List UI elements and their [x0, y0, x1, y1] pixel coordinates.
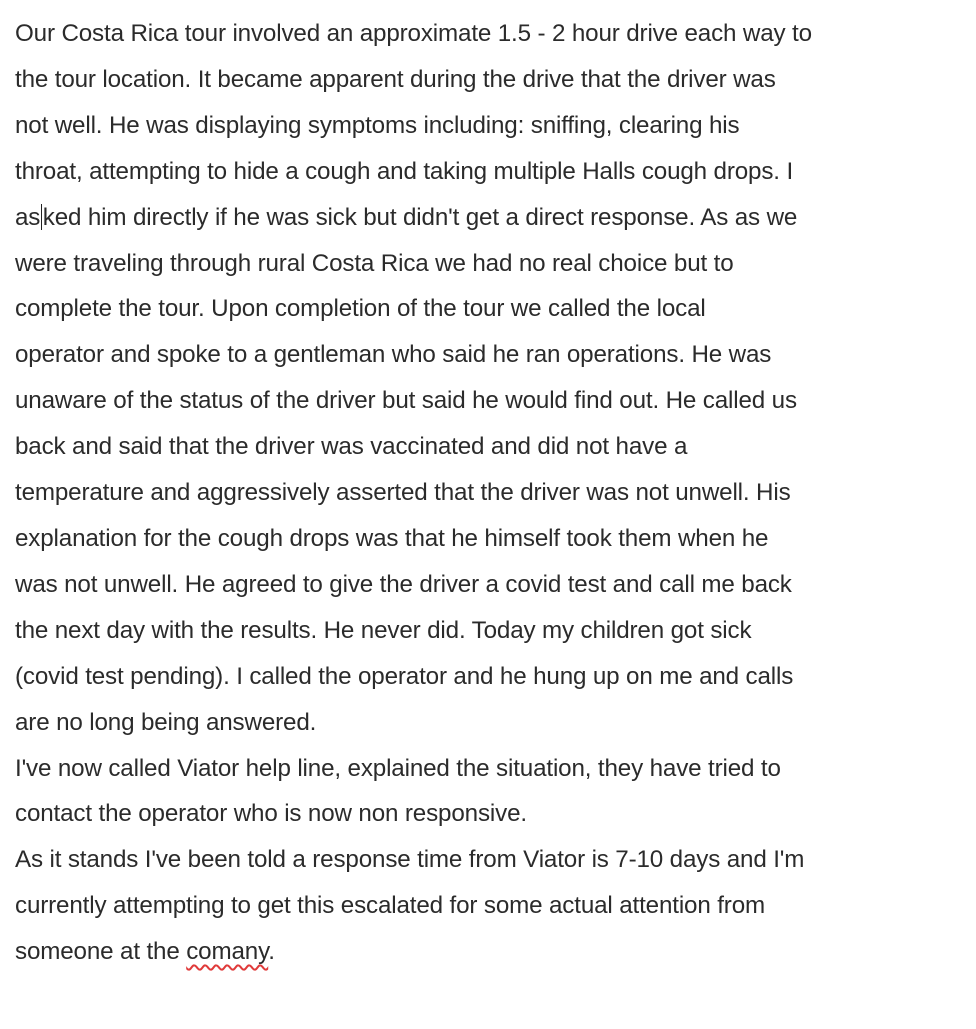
misspelled-word[interactable]: comany	[186, 938, 269, 966]
text-line-9: unaware of the status of the driver but said he would find out. He called us	[15, 387, 797, 415]
text-line-3: not well. He was displaying symptoms including: sniffing, clearing his	[15, 111, 740, 139]
text-line-11: temperature and aggressively asserted that the driver was not unwell. His	[15, 479, 791, 507]
text-document[interactable]	[15, 11, 965, 975]
text-line-15: (covid test pending). I called the operator and he hung up on me and calls	[15, 662, 794, 690]
text-line-5	[15, 195, 965, 241]
text-line-8: operator and spoke to a gentleman who said he ran operations. He was	[15, 341, 772, 369]
text-after-caret: ked him directly if he was sick but didn't get a direct response. As as we	[42, 203, 798, 231]
text-line-19: As it stands I've been told a response time from Viator is 7-10 days and I'm	[15, 846, 805, 874]
text-line-6: were traveling through rural Costa Rica we had no real choice but to	[15, 249, 734, 277]
text-line-7: complete the tour. Upon completion of the tour we called the local	[15, 295, 706, 323]
text-line-1: Our Costa Rica tour involved an approximate 1.5 - 2 hour drive each way to	[15, 20, 812, 47]
text-after-misspelling: .	[268, 938, 275, 966]
text-line-12: explanation for the cough drops was that he himself took them when he	[15, 524, 769, 552]
text-line-17: I've now called Viator help line, explained the situation, they have tried to	[15, 754, 781, 782]
text-before-caret: as	[15, 203, 41, 231]
text-line-13: was not unwell. He agreed to give the driver a covid test and call me back	[15, 570, 792, 598]
text-line-10: back and said that the driver was vaccinated and did not have a	[15, 433, 688, 461]
text-line-14: the next day with the results. He never did. Today my children got sick	[15, 616, 752, 644]
text-line-4: throat, attempting to hide a cough and taking multiple Halls cough drops. I	[15, 157, 794, 185]
text-before-misspelling: someone at the	[15, 938, 187, 966]
text-line-16: are no long being answered.	[15, 708, 317, 736]
text-line-20: currently attempting to get this escalated for some actual attention from	[15, 892, 766, 920]
text-line-18: contact the operator who is now non responsive.	[15, 800, 527, 828]
text-line-21	[15, 929, 965, 975]
text-line-2: the tour location. It became apparent during the drive that the driver was	[15, 65, 776, 93]
